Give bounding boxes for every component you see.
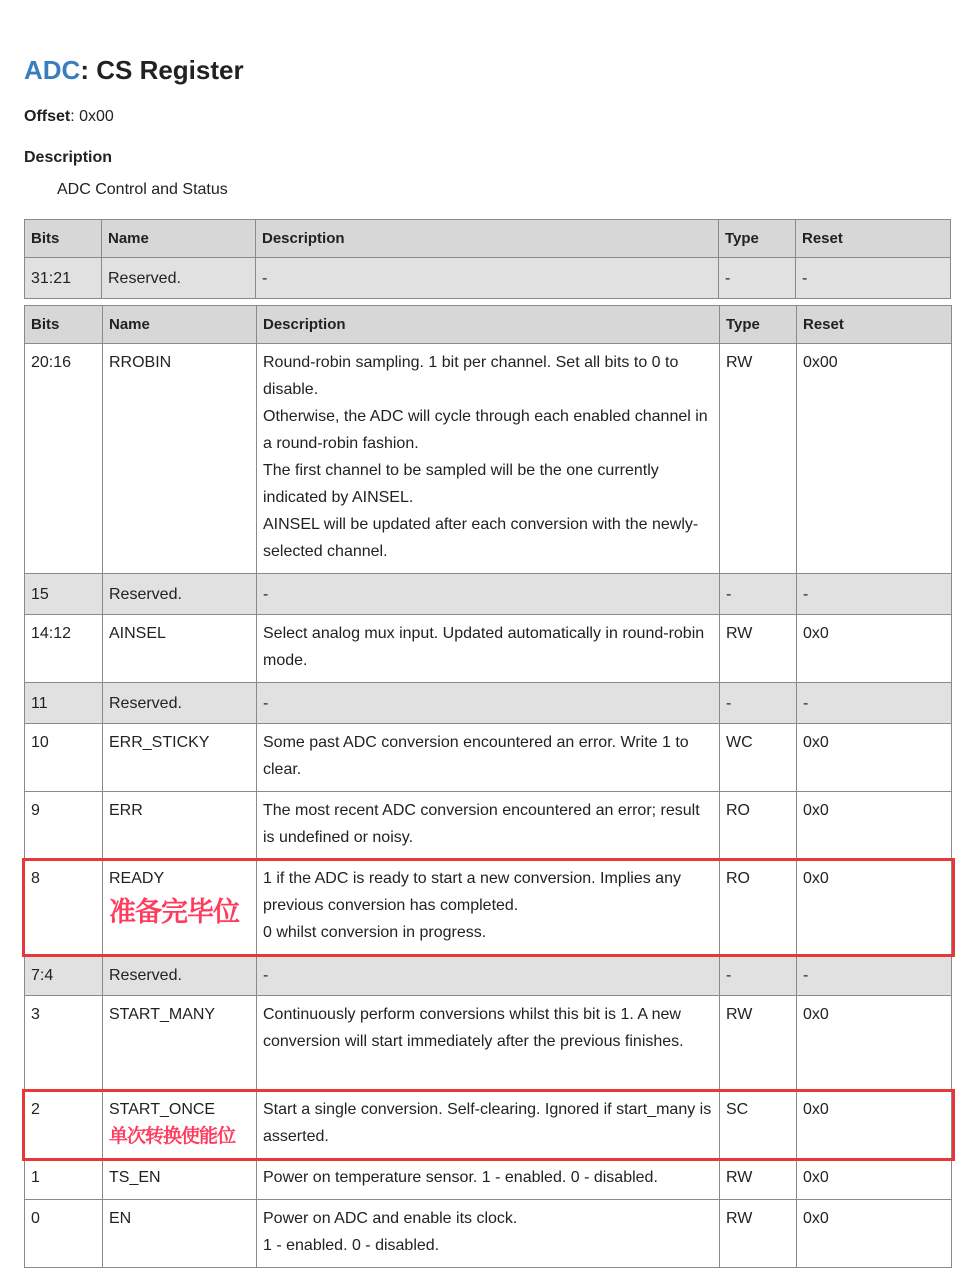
description-cell (257, 344, 720, 574)
chinese-annotation: 单次转换使能位 (109, 1125, 236, 1147)
bits-cell: 20:16 (25, 344, 103, 574)
field-name: TS_EN (109, 1169, 161, 1186)
table-row (25, 724, 952, 792)
reserved-row (25, 683, 952, 724)
name-cell (103, 1159, 257, 1200)
col-reset: Reset (797, 306, 952, 344)
field-name: START_ONCE (109, 1101, 216, 1118)
col-name: Name (103, 306, 257, 344)
col-bits: Bits (25, 306, 103, 344)
field-name: START_MANY (109, 1006, 216, 1023)
reset-cell: 0x0 (797, 1091, 952, 1159)
bits-cell: 0 (25, 1200, 103, 1268)
description-line: Some past ADC conversion encountered an error. Write 1 to clear. (263, 734, 689, 778)
reset-cell: 0x0 (797, 1200, 952, 1268)
offset-value: : 0x00 (70, 108, 114, 125)
reset-cell: - (797, 574, 952, 615)
field-name: READY (109, 870, 165, 887)
chinese-annotation: 准备完毕位 (109, 897, 239, 928)
name-cell (103, 724, 257, 792)
type-cell: RO (720, 792, 797, 860)
col-type: Type (720, 306, 797, 344)
col-name: Name (102, 220, 256, 258)
reserved-row (25, 258, 951, 299)
description-cell (257, 1091, 720, 1159)
description-line: AINSEL will be updated after each conversion with the newly-selected channel. (263, 516, 699, 560)
description-cell (257, 955, 720, 996)
table-row (25, 615, 952, 683)
reserved-bits-table (24, 219, 951, 299)
reset-cell: 0x0 (797, 1159, 952, 1200)
field-name: Reserved. (109, 694, 182, 712)
type-cell: - (720, 574, 797, 615)
field-name: Reserved. (109, 585, 182, 603)
name-cell (103, 344, 257, 574)
name-cell (103, 860, 257, 955)
table-row (25, 996, 952, 1091)
field-name: ERR_STICKY (109, 734, 210, 751)
table-row (25, 792, 952, 860)
adc-link[interactable]: ADC (24, 55, 81, 85)
bits-cell: 31:21 (25, 258, 102, 299)
description-text: ADC Control and Status (57, 181, 228, 198)
reset-cell: 0x0 (797, 860, 952, 955)
description-cell (257, 1200, 720, 1268)
table-row (25, 1091, 952, 1159)
field-name: Reserved. (109, 966, 182, 984)
reset-cell: 0x0 (797, 996, 952, 1091)
type-cell: RW (720, 1200, 797, 1268)
description-line: Select analog mux input. Updated automatically in round-robin mode. (263, 625, 705, 669)
table-header-row (25, 220, 951, 258)
description-line: 1 - enabled. 0 - disabled. (263, 1237, 440, 1254)
bits-cell: 15 (25, 574, 103, 615)
reserved-row (25, 955, 952, 996)
bits-cell: 10 (25, 724, 103, 792)
bits-cell: 3 (25, 996, 103, 1091)
field-name: EN (109, 1210, 132, 1227)
type-cell: - (719, 258, 796, 299)
description-line: - (263, 966, 269, 984)
reset-cell: 0x00 (797, 344, 952, 574)
col-reset: Reset (796, 220, 951, 258)
table-row (25, 344, 952, 574)
col-bits: Bits (25, 220, 102, 258)
description-line: The most recent ADC conversion encountered an error; result is undefined or noisy. (263, 802, 700, 846)
name-cell (103, 792, 257, 860)
description-cell (257, 724, 720, 792)
reset-cell: 0x0 (797, 724, 952, 792)
description-line: - (263, 694, 269, 712)
name-cell (103, 955, 257, 996)
name-cell (103, 1200, 257, 1268)
field-name: ERR (109, 802, 143, 819)
description-cell (257, 792, 720, 860)
description-cell (257, 860, 720, 955)
name-cell (103, 683, 257, 724)
type-cell: RW (720, 344, 797, 574)
reset-cell: 0x0 (797, 615, 952, 683)
type-cell: WC (720, 724, 797, 792)
bits-cell: 1 (25, 1159, 103, 1200)
table1-body (25, 258, 951, 299)
reset-cell: - (797, 955, 952, 996)
name-cell (103, 996, 257, 1091)
field-name: AINSEL (109, 625, 166, 642)
description-line: The first channel to be sampled will be the one currently indicated by AINSEL. (263, 462, 659, 506)
bits-cell: 14:12 (25, 615, 103, 683)
description-cell (257, 1159, 720, 1200)
col-description: Description (257, 306, 720, 344)
description-cell (256, 258, 719, 299)
description-label: Description (24, 149, 113, 166)
description-line: Continuously perform conversions whilst this bit is 1. A new conversion will start immediately after the previous finishes. (263, 1006, 684, 1050)
table-header-row (25, 306, 952, 344)
description-line: Start a single conversion. Self-clearing. Ignored if start_many is asserted. (263, 1101, 712, 1145)
offset-label: Offset (24, 108, 71, 125)
col-type: Type (719, 220, 796, 258)
table-row (25, 1159, 952, 1200)
table-row (25, 1200, 952, 1268)
description-line: - (263, 585, 269, 603)
bits-cell: 7:4 (25, 955, 103, 996)
page-title-rest: : CS Register (80, 55, 244, 85)
description-cell (257, 996, 720, 1091)
reset-cell: 0x0 (797, 792, 952, 860)
description-line: 0 whilst conversion in progress. (263, 924, 487, 941)
field-name: RROBIN (109, 354, 172, 371)
bits-cell: 9 (25, 792, 103, 860)
type-cell: RW (720, 996, 797, 1091)
field-name: Reserved. (108, 269, 181, 287)
name-cell (102, 258, 256, 299)
reset-cell: - (797, 683, 952, 724)
register-fields-table (24, 305, 952, 1268)
type-cell: RW (720, 615, 797, 683)
description-cell (257, 683, 720, 724)
description-line: Otherwise, the ADC will cycle through each enabled channel in a round-robin fashion. (263, 408, 708, 452)
type-cell: SC (720, 1091, 797, 1159)
table2-body (25, 344, 952, 1268)
name-cell (103, 574, 257, 615)
page-title (24, 55, 244, 86)
bits-cell: 8 (25, 860, 103, 955)
table-row (25, 860, 952, 955)
type-cell: - (720, 955, 797, 996)
description-line: Round-robin sampling. 1 bit per channel. Set all bits to 0 to disable. (263, 354, 679, 398)
description-cell (257, 615, 720, 683)
description-cell (257, 574, 720, 615)
description-line: Power on ADC and enable its clock. (263, 1210, 518, 1227)
name-cell (103, 615, 257, 683)
reset-cell: - (796, 258, 951, 299)
description-line: 1 if the ADC is ready to start a new conversion. Implies any previous conversion has completed. (263, 870, 681, 914)
type-cell: RW (720, 1159, 797, 1200)
description-line: - (262, 269, 268, 287)
bits-cell: 11 (25, 683, 103, 724)
description-line: Power on temperature sensor. 1 - enabled. 0 - disabled. (263, 1169, 658, 1186)
name-cell (103, 1091, 257, 1159)
type-cell: - (720, 683, 797, 724)
bits-cell: 2 (25, 1091, 103, 1159)
offset-line (24, 108, 114, 126)
type-cell: RO (720, 860, 797, 955)
col-description: Description (256, 220, 719, 258)
reserved-row (25, 574, 952, 615)
